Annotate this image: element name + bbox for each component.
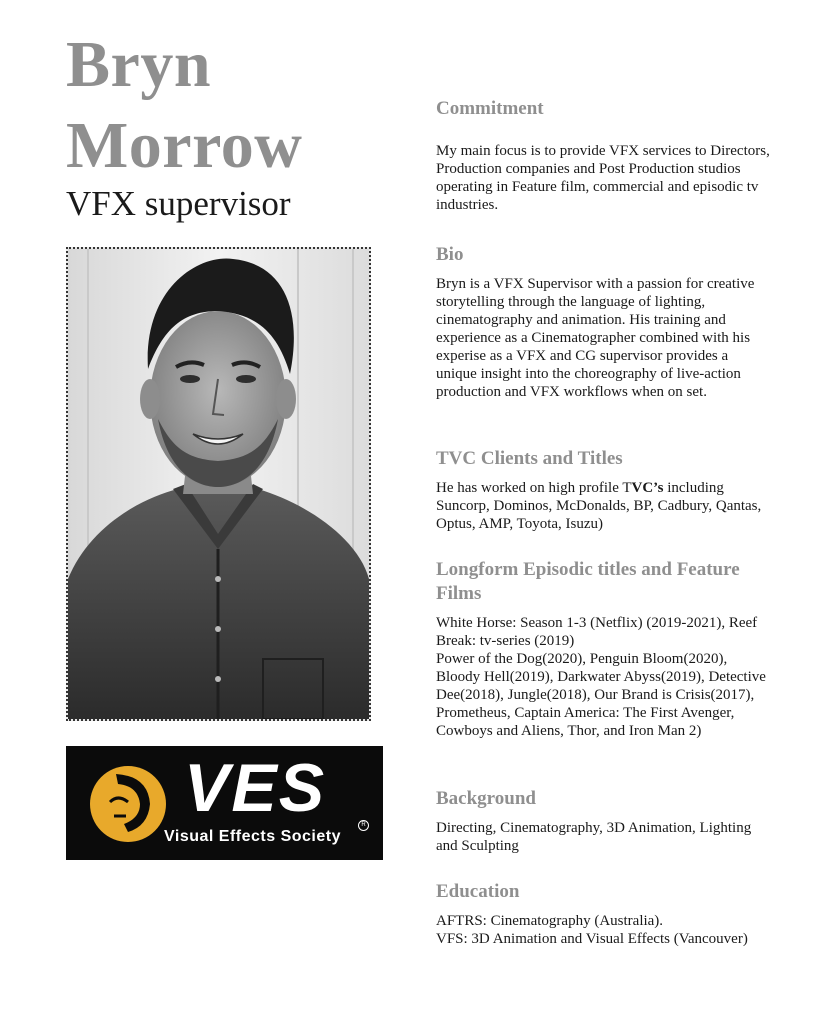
longform-text-2: Power of the Dog(2020), Penguin Bloom(2020), Bloody Hell(2019), Darkwater Abyss(2019), Detective Dee(2018), Jungle(2018), Our Brand is Crisis(2017), Prometheus, Captain America: The First Avenger, Cowboys and Aliens, Thor, and Iron Man 2) [436,651,766,739]
registered-mark-icon: R [358,820,369,831]
education-text-2: VFS: 3D Animation and Visual Effects (Vancouver) [436,931,748,947]
education-heading: Education [436,881,520,902]
section-background [436,787,771,855]
background-heading: Background [436,788,536,809]
section-bio [436,243,771,401]
section-education [436,880,771,948]
bio-text: Bryn is a VFX Supervisor with a passion for creative storytelling through the language of lighting, cinematography and animation. His training and experience as a Cinematographer combined with his experise as a VFX and CG supervisor provides a unique insight into the choreography of live-action production and VFX workflows when on set. [436,276,755,400]
last-name: Morrow [66,109,303,182]
tvc-text: He has worked on high profile TVC’s including Suncorp, Dominos, McDonalds, BP, Cadbury, Qantas, Optus, AMP, Toyota, Isuzu) [436,480,762,532]
ves-logo [66,746,383,860]
background-text: Directing, Cinematography, 3D Animation, Lighting and Sculpting [436,820,752,854]
first-name: Bryn [66,28,212,101]
section-commitment [436,97,771,214]
ves-emblem-icon [88,764,168,844]
commitment-heading: Commitment [436,98,544,119]
commitment-text: My main focus is to provide VFX services to Directors, Production companies and Post Production studios operating in Feature film, commercial and episodic tv industries. [436,143,770,213]
tvc-heading: TVC Clients and Titles [436,448,623,469]
section-longform [436,558,771,740]
bio-heading: Bio [436,244,464,265]
ves-logo-wordmark: VES [184,750,327,826]
profile-photo [66,247,371,721]
job-title: VFX supervisor [66,184,291,223]
education-text-1: AFTRS: Cinematography (Australia). [436,913,664,929]
section-tvc [436,447,771,533]
ves-logo-subtitle: Visual Effects Society [164,828,341,845]
longform-heading: Longform Episodic titles and Feature Films [436,559,740,604]
longform-text-1: White Horse: Season 1-3 (Netflix) (2019-2021), Reef Break: tv-series (2019) [436,615,758,649]
